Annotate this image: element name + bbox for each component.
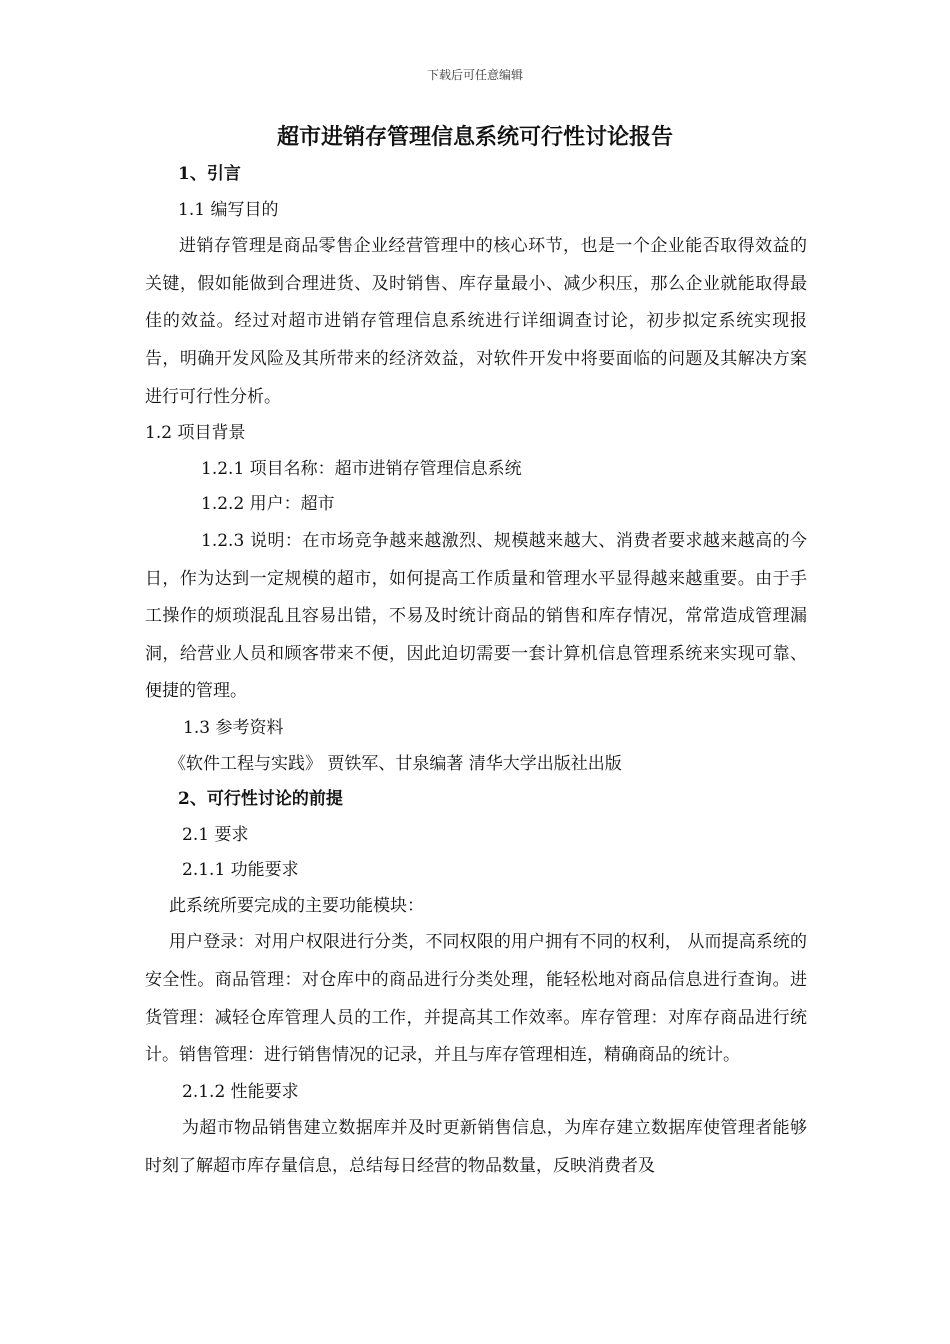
document-title: 超市进销存管理信息系统可行性讨论报告 [276, 124, 673, 150]
paragraph-purpose: 进销存管理是商品零售企业经营管理中的核心环节，也是一个企业能否取得效益的关键，假如能做到合理进货、及时销售、库存量最小、减少积压，那么企业就能取得最佳的效益。经过对超市进销存管理信息系统进行详细调查讨论，初步拟定系统实现报告，明确开发风险及其所带来的经济效益，对软件开发中将要面临的问题及其解决方案进行可行性分析。 [145, 236, 807, 407]
project-user-line: 1.2.2 用户：超市 [201, 494, 335, 515]
modules-intro-line: 此系统所要完成的主要功能模块： [169, 895, 424, 916]
subsection-heading-1-2: 1.2 项目背景 [145, 423, 246, 444]
subsection-heading-2-1-2: 2.1.2 性能要求 [182, 1081, 299, 1102]
paragraph-performance: 为超市物品销售建立数据库并及时更新销售信息，为库存建立数据库使管理者能够时刻了解超市库存量信息，总结每日经营的物品数量，反映消费者及 [145, 1118, 807, 1177]
header-note: 下载后可任意编辑 [426, 68, 523, 82]
paragraph-modules: 用户登录：对用户权限进行分类，不同权限的用户拥有不同的权利， 从而提高系统的安全性。商品管理：对仓库中的商品进行分类处理，能轻松地对商品信息进行查询。进货管理：减轻仓库管理人员的工作，并提高其工作效率。库存管理：对库存商品进行统计。销售管理：进行销售情况的记录，并且与库存管理相连，精确商品的统计。 [145, 932, 807, 1066]
project-name-line: 1.2.1 项目名称：超市进销存管理信息系统 [201, 458, 522, 479]
subsection-heading-1-1: 1.1 编写目的 [178, 199, 279, 220]
subsection-heading-2-1-1: 2.1.1 功能要求 [182, 860, 299, 881]
section-heading-1: 1、引言 [178, 164, 241, 184]
section-heading-2: 2、可行性讨论的前提 [178, 789, 343, 810]
reference-line: 《软件工程与实践》 贾铁军、甘泉编著 清华大学出版社出版 [169, 753, 622, 774]
paragraph-background: 1.2.3 说明：在市场竞争越来越激烈、规模越来越大、消费者要求越来越高的今日，作为达到一定规模的超市，如何提高工作质量和管理水平显得越来越重要。由于手工操作的烦琐混乱且容易出错，不易及时统计商品的销售和库存情况，常常造成管理漏洞，给营业人员和顾客带来不便，因此迫切需要一套计算机信息管理系统来实现可靠、便捷的管理。 [145, 530, 807, 702]
subsection-heading-2-1: 2.1 要求 [182, 824, 249, 845]
subsection-heading-1-3: 1.3 参考资料 [183, 717, 284, 738]
document-body [145, 157, 807, 1186]
